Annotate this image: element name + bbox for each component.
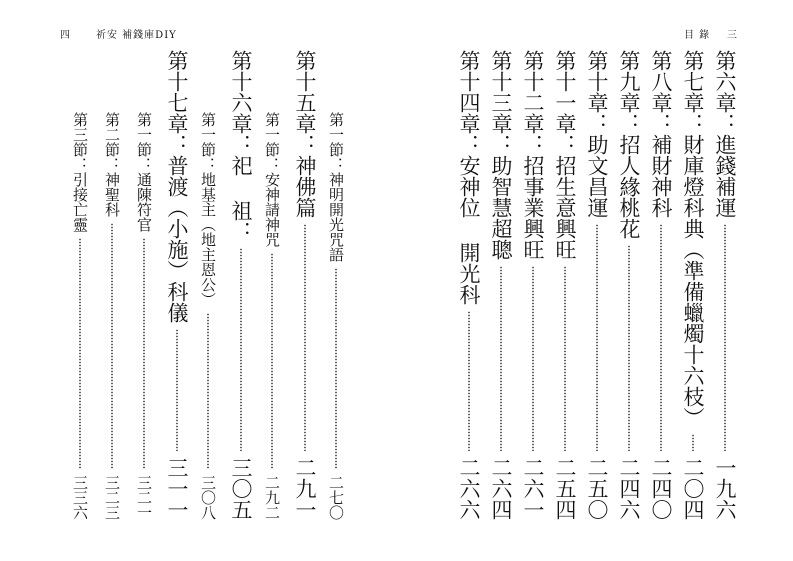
toc-entry-page: 二九二: [263, 475, 281, 520]
toc-entry-title: 第一節：安神請神咒: [263, 112, 281, 247]
toc-entry-chapter-10[interactable]: [586, 50, 607, 520]
toc-entry-title: 第九章：招人緣桃花: [617, 50, 641, 239]
toc-entry-section-14-1[interactable]: [328, 112, 343, 520]
toc-entry-section-17-3[interactable]: [72, 112, 87, 520]
toc-entry-page: 一九六: [713, 457, 737, 520]
toc-entry-page: 二六一: [521, 457, 545, 520]
dot-leader: [660, 224, 662, 451]
toc-entry-chapter-15[interactable]: [294, 50, 315, 520]
dot-leader: [692, 434, 694, 451]
toc-entry-title: 第六章：進錢補運: [713, 50, 737, 218]
toc-entry-section-17-1[interactable]: [136, 112, 151, 520]
toc-entry-chapter-11[interactable]: [554, 50, 575, 520]
dot-leader: [304, 224, 306, 451]
toc-entry-page: 二六六: [457, 457, 481, 520]
left-page-number: 四: [60, 30, 71, 41]
dot-leader: [111, 223, 113, 469]
toc-entry-title: 第十六章：祀 祖：: [229, 50, 253, 242]
toc-entry-page: 二〇四: [681, 457, 705, 520]
toc-entry-chapter-17[interactable]: [166, 50, 187, 520]
toc-entry-title: 第十章：助文昌運: [585, 50, 609, 218]
dot-leader: [271, 253, 273, 469]
dot-leader: [500, 266, 502, 451]
toc-entry-chapter-9[interactable]: [618, 50, 639, 520]
toc-entry-title: 第一節：地基主（地主恩公）: [199, 112, 217, 307]
toc-entry-title: 第七章：財庫燈科典（準備蠟燭十六枝）: [681, 50, 705, 428]
toc-entry-page: 二五四: [553, 457, 577, 520]
toc-entry-page: 二五〇: [585, 457, 609, 520]
toc-entry-page: 三二一: [135, 475, 153, 520]
toc-entry-page: 二四〇: [649, 457, 673, 520]
left-running-title: 祈安 補錢庫DIY: [96, 30, 177, 41]
toc-entry-page: 三〇八: [199, 475, 217, 520]
dot-leader: [532, 266, 534, 451]
toc-entry-title: 第十四章：安神位 開光科: [457, 50, 481, 305]
toc-entry-section-16-1[interactable]: [200, 112, 215, 520]
toc-entry-chapter-7[interactable]: [682, 50, 703, 520]
toc-entry-page: 二四六: [617, 457, 641, 520]
dot-leader: [468, 311, 470, 451]
toc-entry-title: 第十一章：招生意興旺: [553, 50, 577, 260]
toc-entry-page: 二九一: [293, 457, 317, 520]
toc-entry-chapter-6[interactable]: [714, 50, 735, 520]
toc-entry-section-17-2[interactable]: [104, 112, 119, 520]
toc-entry-title: 第三節：引接亡靈: [71, 112, 89, 232]
dot-leader: [79, 238, 81, 469]
dot-leader: [335, 268, 337, 469]
toc-entry-title: 第十七章：普渡（小施）科儀: [165, 50, 189, 323]
dot-leader: [628, 245, 630, 451]
toc-entry-title: 第一節：神明開光咒語: [327, 112, 345, 262]
toc-entry-section-15-1[interactable]: [264, 112, 279, 520]
right-page-number: 三: [727, 30, 738, 41]
toc-entry-title: 第一節：通陳符官: [135, 112, 153, 232]
toc-heading: 目 錄: [684, 30, 711, 41]
dot-leader: [596, 224, 598, 451]
toc-entry-page: 二七〇: [327, 475, 345, 520]
toc-entry-chapter-12[interactable]: [522, 50, 543, 520]
toc-entry-title: 第二節：神聖科: [103, 112, 121, 217]
toc-entry-chapter-14[interactable]: [458, 50, 479, 520]
toc-entry-chapter-16[interactable]: [230, 50, 251, 520]
toc-entry-title: 第十五章：神佛篇: [293, 50, 317, 218]
dot-leader: [207, 313, 209, 469]
dot-leader: [240, 248, 242, 451]
toc-entry-page: 二六四: [489, 457, 513, 520]
dot-leader: [724, 224, 726, 451]
toc-entry-page: 三二三: [103, 475, 121, 520]
dot-leader: [564, 266, 566, 451]
toc-entry-page: 三〇五: [229, 457, 253, 520]
toc-entry-title: 第十二章：招事業興旺: [521, 50, 545, 260]
toc-entry-title: 第八章：補財神科: [649, 50, 673, 218]
toc-entry-page: 三一一: [165, 457, 189, 520]
dot-leader: [176, 329, 178, 451]
toc-entry-chapter-13[interactable]: [490, 50, 511, 520]
toc-entry-page: 三三六: [71, 475, 89, 520]
dot-leader: [143, 238, 145, 469]
toc-entry-title: 第十三章：助智慧超聰: [489, 50, 513, 260]
toc-entry-chapter-8[interactable]: [650, 50, 671, 520]
